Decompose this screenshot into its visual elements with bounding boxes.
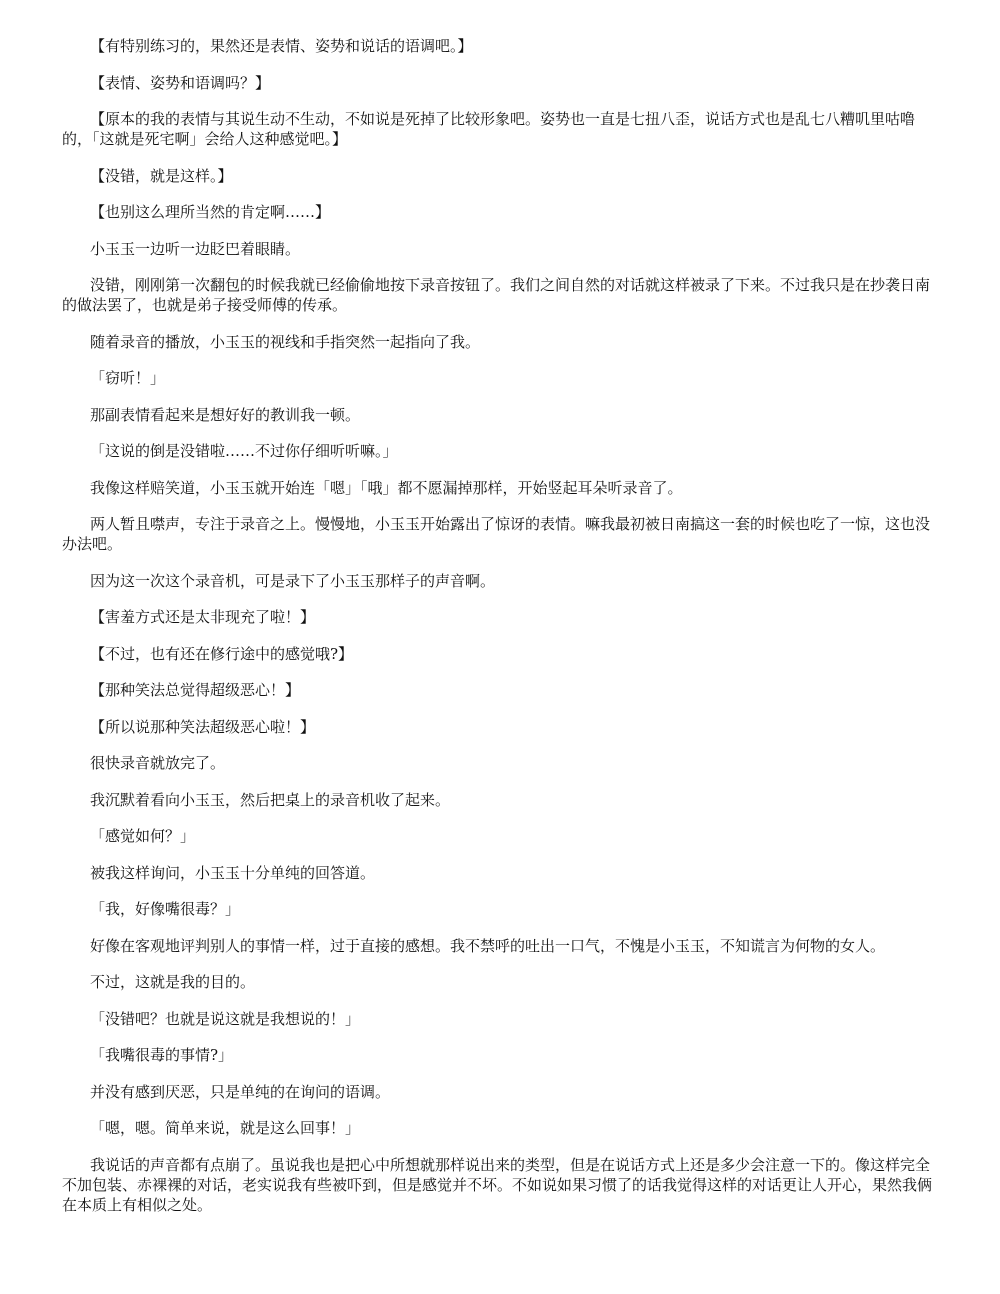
paragraph: 不过，这就是我的目的。	[90, 973, 256, 991]
paragraph: 【害羞方式还是太非现充了啦！】	[90, 608, 316, 626]
paragraph: 我沉默着看向小玉玉，然后把桌上的录音机收了起来。	[90, 790, 451, 809]
paragraph: 「没错吧？也就是说这就是我想说的！」	[90, 1009, 361, 1028]
paragraph: 【不过，也有还在修行途中的感觉哦?】	[90, 644, 354, 663]
paragraph: 「窃听！」	[90, 369, 166, 387]
paragraph: 两人暂且噤声，专注于录音之上。慢慢地，小玉玉开始露出了惊讶的表情。嘛我最初被日南搞这一套的时候也吃了一惊，这也没办法吧。	[62, 515, 931, 553]
paragraph: 被我这样询问，小玉玉十分单纯的回答道。	[90, 863, 376, 882]
paragraph: 随着录音的播放，小玉玉的视线和手指突然一起指向了我。	[90, 332, 481, 351]
paragraph: 【有特别练习的，果然还是表情、姿势和说话的语调吧。】	[90, 37, 473, 55]
paragraph: 「我，好像嘴很毒？」	[90, 900, 241, 918]
document-page	[62, 36, 942, 1231]
paragraph: 「这说的倒是没错啦……不过你仔细听听嘛。」	[90, 442, 398, 460]
paragraph: 【原本的我的表情与其说生动不生动，不如说是死掉了比较形象吧。姿势也一直是七扭八歪，说话方式也是乱七八糟叽里咕噜的，「这就是死宅啊」会给人这种感觉吧。】	[62, 110, 916, 148]
paragraph: 没错，刚刚第一次翻包的时候我就已经偷偷地按下录音按钮了。我们之间自然的对话就这样被录了下来。不过我只是在抄袭日南的做法罢了，也就是弟子接受师傅的传承。	[62, 276, 931, 314]
paragraph: 「嗯，嗯。简单来说，就是这么回事！」	[90, 1119, 361, 1137]
paragraph: 【那种笑法总觉得超级恶心！】	[90, 681, 301, 699]
paragraph: 很快录音就放完了。	[90, 754, 226, 772]
paragraph: 「我嘴很毒的事情?」	[90, 1046, 234, 1064]
paragraph: 好像在客观地评判别人的事情一样，过于直接的感想。我不禁呼的吐出一口气，不愧是小玉玉，不知谎言为何物的女人。	[90, 936, 886, 955]
paragraph: 我说话的声音都有点崩了。虽说我也是把心中所想就那样说出来的类型，但是在说话方式上还是多少会注意一下的。像这样完全不加包装、赤裸裸的对话，老实说我有些被吓到，但是感觉并不坏。不如说如果习惯了的话我觉得这样的对话更让人开心，果然我俩在本质上有相似之处。	[62, 1155, 933, 1214]
paragraph: 因为这一次这个录音机，可是录下了小玉玉那样子的声音啊。	[90, 571, 496, 590]
paragraph: 【表情、姿势和语调吗？】	[90, 73, 271, 92]
paragraph: 【没错，就是这样。】	[90, 166, 233, 185]
paragraph: 并没有感到厌恶，只是单纯的在询问的语调。	[90, 1082, 391, 1101]
paragraph: 那副表情看起来是想好好的教训我一顿。	[90, 405, 361, 424]
paragraph: 我像这样赔笑道，小玉玉就开始连「嗯」「哦」都不愿漏掉那样，开始竖起耳朵听录音了。	[90, 478, 683, 497]
paragraph: 小玉玉一边听一边眨巴着眼睛。	[90, 239, 301, 258]
paragraph: 【所以说那种笑法超级恶心啦！】	[90, 717, 316, 736]
paragraph: 「感觉如何？」	[90, 827, 196, 845]
paragraph: 【也别这么理所当然的肯定啊……】	[90, 203, 331, 221]
